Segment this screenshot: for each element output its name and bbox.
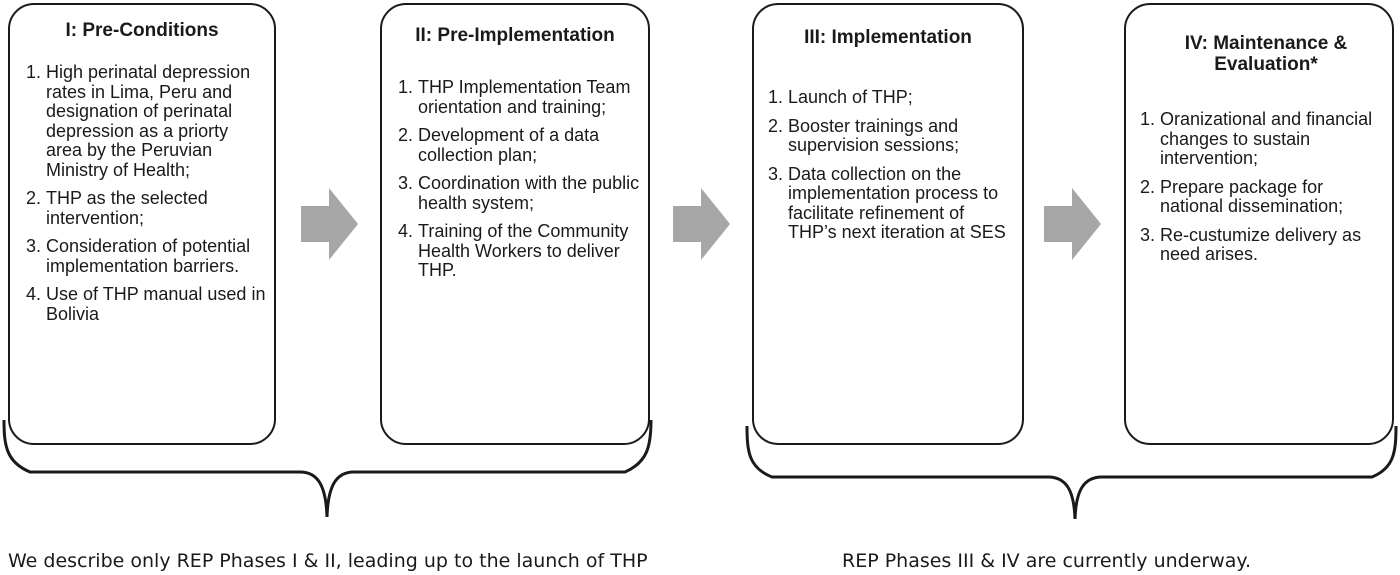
item-number: 3. (1140, 224, 1156, 245)
item-number: 2. (768, 115, 784, 136)
item-text: Consideration of potential implementation barriers. (46, 236, 251, 276)
phase-title-3: III: Implementation (804, 27, 972, 48)
item-number: 3. (398, 173, 414, 193)
item-text: Data collection on the implementation process to facilitate refinement of THP’s next iteration at SES (788, 163, 1006, 242)
item-text: Coordination with the public health system; (418, 173, 640, 213)
item-number: 2. (398, 125, 414, 145)
item-text: Booster trainings and supervision sessions; (788, 115, 960, 155)
item-text: Re-custumize delivery as need arises. (1160, 224, 1362, 264)
item-text: Prepare package for national dissemination; (1160, 176, 1344, 216)
phase-title-1: I: Pre-Conditions (65, 20, 219, 41)
item-number: 2. (1140, 176, 1156, 197)
item-text: Launch of THP; (788, 87, 913, 107)
left-bracket (4, 420, 651, 517)
caption-left: We describe only REP Phases I & II, leading up to the launch of THP (8, 550, 648, 572)
item-text: THP Implementation Team orientation and training; (418, 77, 631, 117)
item-number: 1. (26, 62, 42, 82)
item-text: Oranizational and financial changes to sustain intervention; (1160, 109, 1373, 168)
phase-title-2: II: Pre-Implementation (415, 25, 615, 46)
item-text: Training of the Community Health Workers to deliver THP. (418, 221, 629, 280)
item-number: 1. (1140, 109, 1156, 129)
item-number: 1. (398, 77, 414, 97)
item-number: 2. (26, 188, 42, 208)
item-number: 4. (26, 284, 42, 304)
arrow-right-icon (673, 188, 730, 260)
item-number: 1. (768, 87, 784, 107)
right-bracket (747, 426, 1396, 519)
item-text: High perinatal depression rates in Lima, Peru and designation of perinatal depression as a priorty area by the Peruvian Ministry of Health; (46, 62, 251, 180)
item-text: Use of THP manual used in Bolivia (46, 284, 266, 324)
arrow-right-icon (301, 188, 358, 260)
phase-title-4: IV: Maintenance & Evaluation* (1184, 33, 1348, 75)
item-number: 4. (398, 221, 414, 241)
item-number: 3. (26, 236, 42, 256)
caption-right: REP Phases III & IV are currently underway. (842, 550, 1251, 572)
arrow-right-icon (1044, 188, 1101, 260)
item-text: THP as the selected intervention; (46, 188, 208, 228)
item-text: Development of a data collection plan; (418, 125, 600, 165)
item-number: 3. (768, 163, 784, 184)
